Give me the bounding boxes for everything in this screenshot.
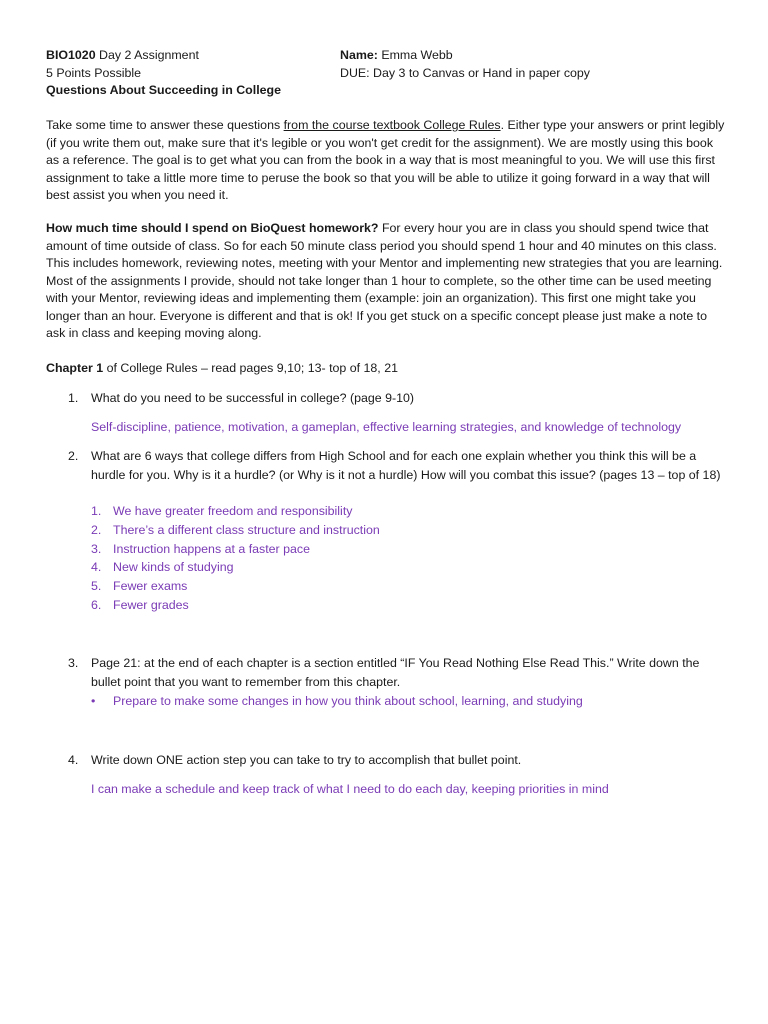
list-item: 5. Fewer exams — [91, 579, 188, 594]
time-paragraph: How much time should I spend on BioQuest homework? For every hour you are in class you should spend twice that amount of time outside of class. So for each 50 minute class period you should spend 1 hour and 40 minutes on this class. This includes homework, reviewing notes, meeting with your Mentor and implementing new strategies that you are learning. Most of the assignments I provide, should not take longer than 1 hour to complete, so the other time can be used meeting with your Mentor, reviewing ideas and implementing them (example: join an organization). This first one might take you longer than an hour. Everyone is different and that is ok! If you get stuck on a specific concept please just make a note to ask in class and keeping moving along. — [46, 221, 723, 340]
question-number: 3. — [68, 656, 79, 670]
points-possible: 5 Points Possible — [46, 65, 142, 80]
list-item: 3. Instruction happens at a faster pace — [91, 541, 310, 556]
course-code: BIO1020 Day 2 Assignment — [46, 48, 199, 62]
answer-1: Self-discipline, patience, motivation, a gameplan, effective learning strategies, and knowledge of technology — [91, 420, 682, 434]
textbook-reference: from the course textbook College Rules — [283, 118, 501, 132]
question-number: 2. — [68, 449, 79, 463]
question-1 — [46, 389, 726, 408]
question-text: What do you need to be successful in college? (page 9-10) — [91, 391, 415, 405]
time-question: How much time should I spend on BioQuest homework? — [46, 221, 379, 235]
assignment-header — [46, 47, 606, 100]
question-text: Write down ONE action step you can take to try to accomplish that bullet point. — [91, 753, 522, 767]
answer-3: • Prepare to make some changes in how you think about school, learning, and studying — [91, 692, 691, 711]
chapter-heading: Chapter 1 of College Rules – read pages 9,10; 13- top of 18, 21 — [46, 361, 398, 375]
question-text: Page 21: at the end of each chapter is a section entitled “IF You Read Nothing Else Read This.” Write down the bullet point that you want to remember from this chapter. — [91, 656, 700, 689]
bullet-marker: • — [91, 694, 96, 708]
question-2 — [46, 447, 726, 484]
intro-paragraph: Take some time to answer these questions from the course textbook College Rules. Either type your answers or print legibly (if you write them out, make sure that it's legible or you won't get credit for the assignment). We are mostly using this book as a reference. The goal is to get what you can from the book in a way that is most meaningful to you. We will use this first assignment to take a little more time to peruse the book so that you will be able to utilize it going forward in a way that will best assist you when you need it. — [46, 118, 725, 202]
document-title: Questions About Succeeding in College — [46, 83, 281, 97]
student-name: Name: Emma Webb — [340, 48, 453, 62]
list-item: 1. We have greater freedom and responsibility — [91, 504, 353, 518]
question-3 — [46, 654, 726, 691]
answer-2-list — [91, 502, 491, 615]
question-4 — [46, 751, 726, 770]
question-number: 1. — [68, 391, 79, 405]
list-item: 4. New kinds of studying — [91, 560, 234, 575]
list-item: 2. There’s a different class structure and instruction — [91, 522, 380, 537]
due-date: DUE: Day 3 to Canvas or Hand in paper copy — [340, 65, 591, 80]
answer-4: I can make a schedule and keep track of what I need to do each day, keeping priorities in mind — [91, 782, 609, 796]
question-number: 4. — [68, 753, 79, 767]
list-item: 6. Fewer grades — [91, 597, 189, 612]
question-text: What are 6 ways that college differs from High School and for each one explain whether you think this will be a hurdle for you. Why is it a hurdle? (or Why is it not a hurdle) How will you combat this issue? (pages 13 – top of 18) — [91, 449, 721, 482]
